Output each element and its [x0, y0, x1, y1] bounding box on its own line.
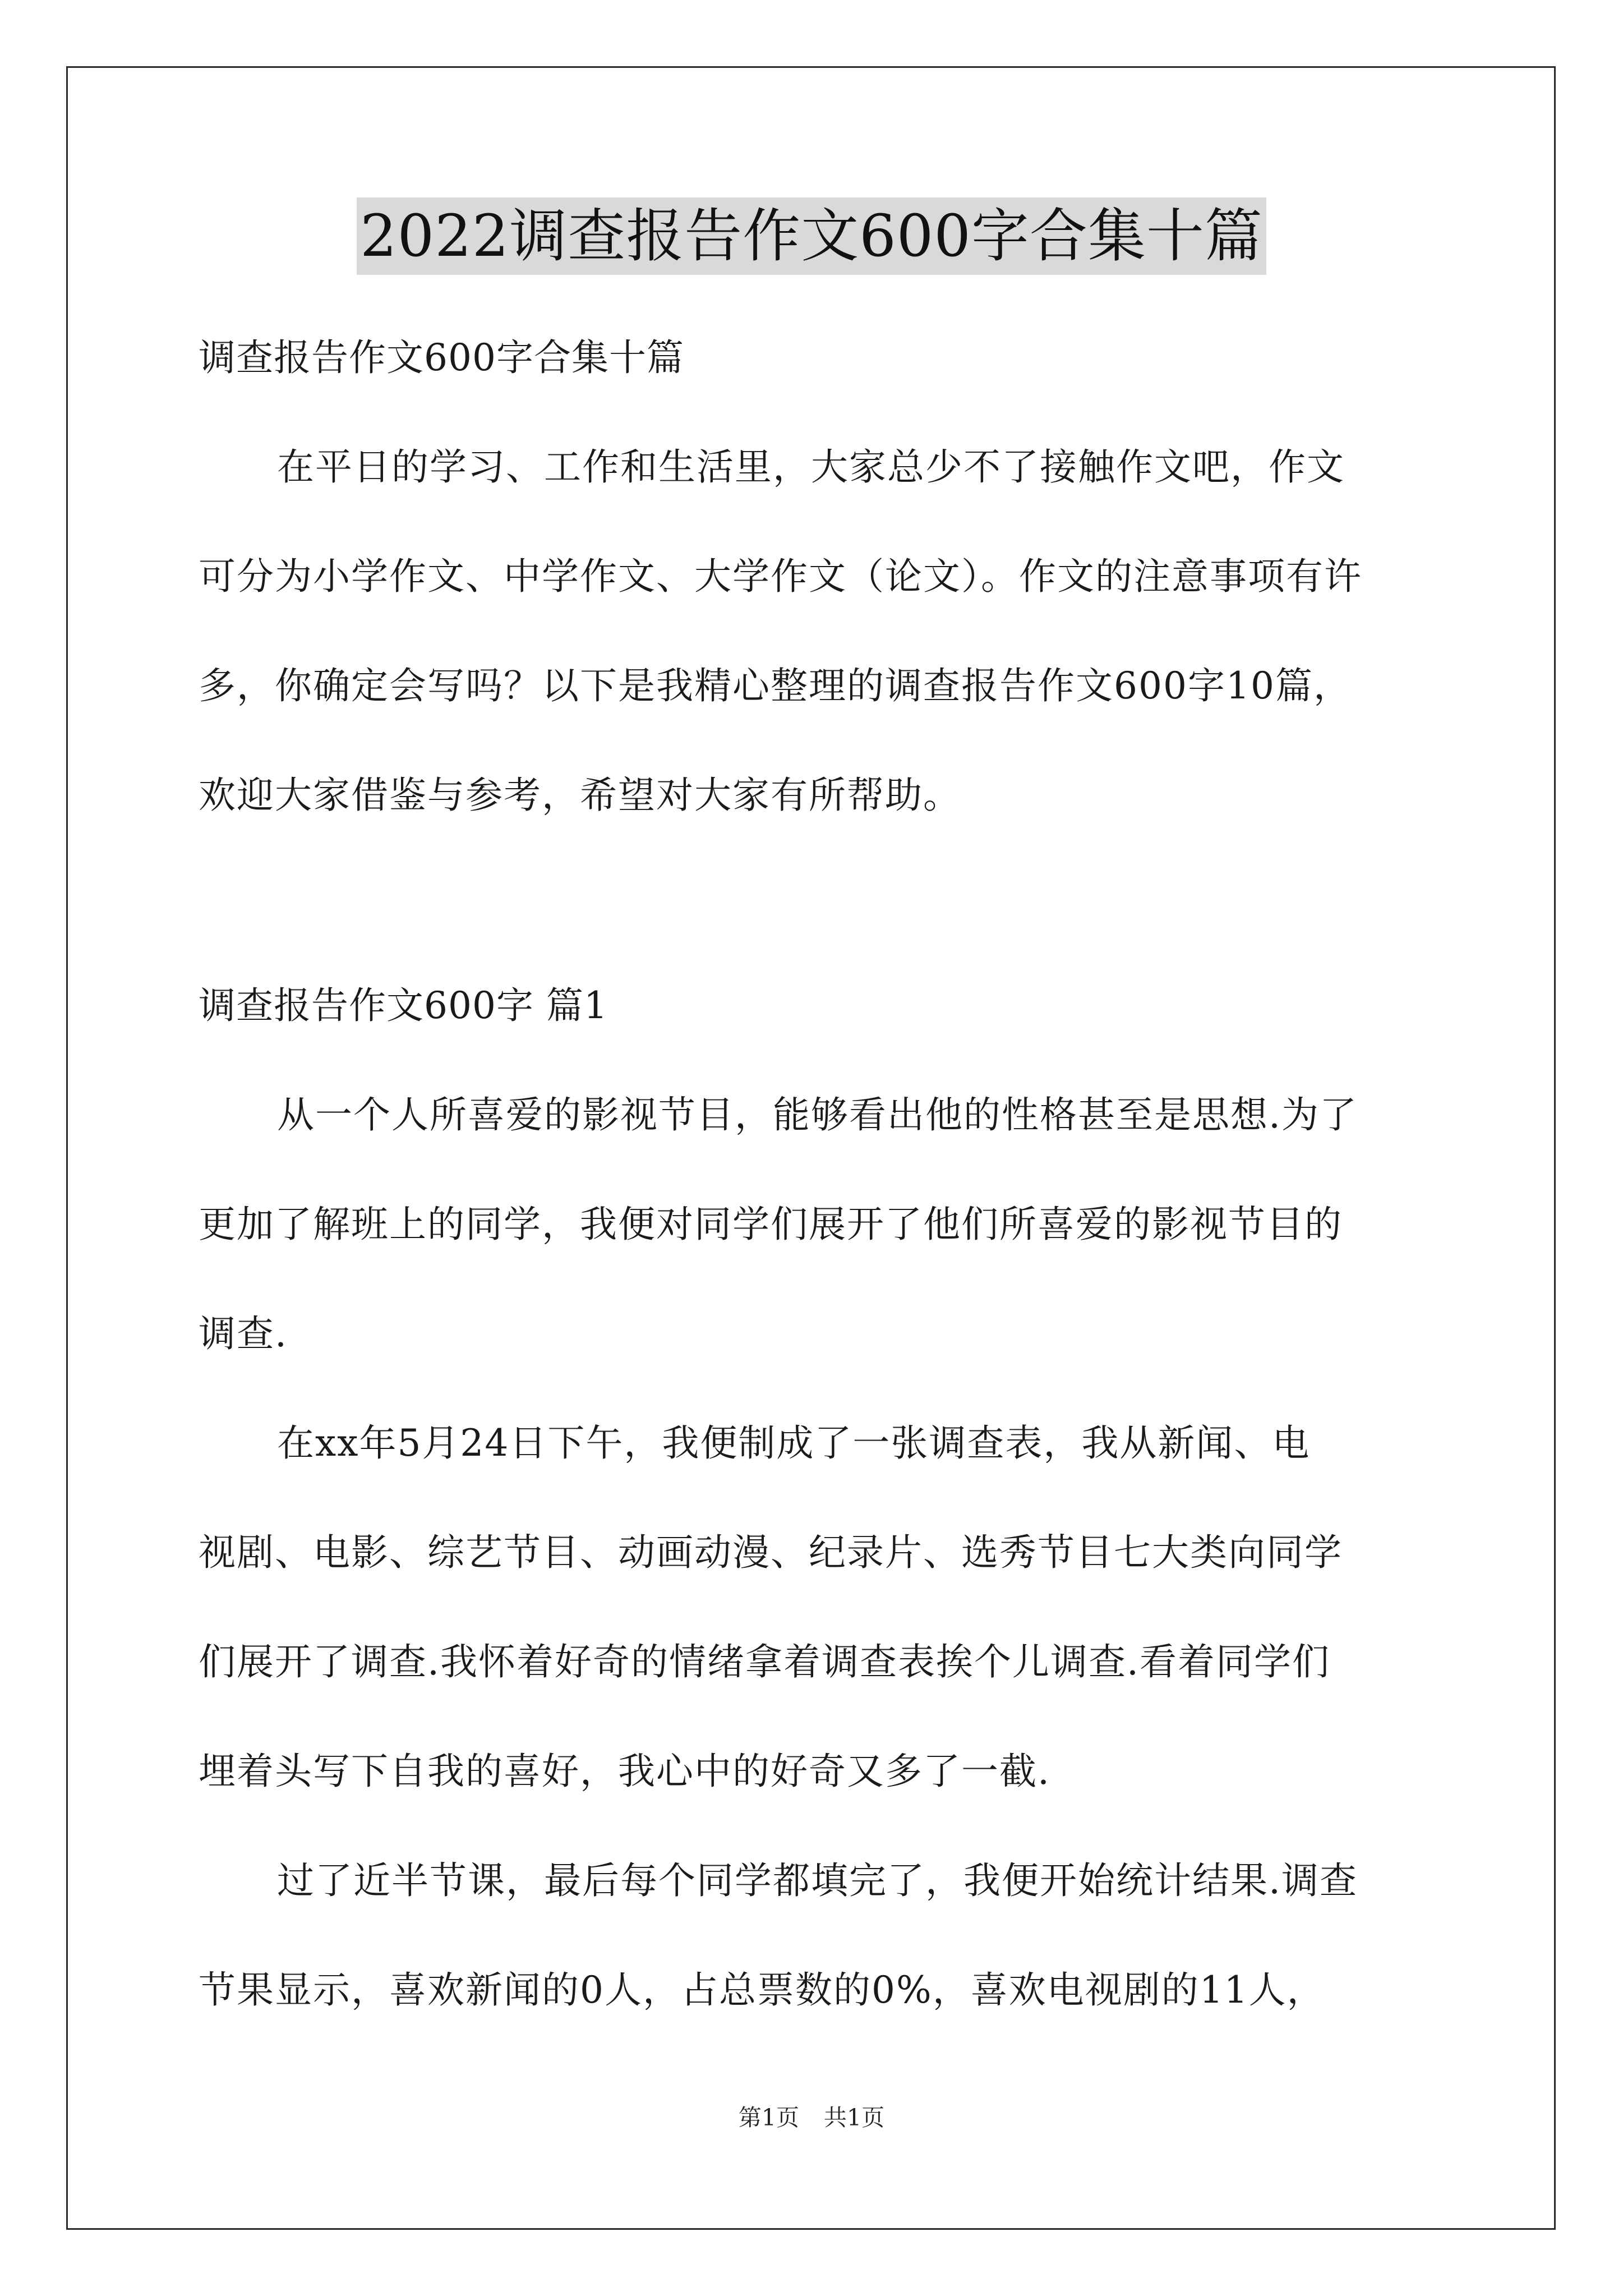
intro-paragraph: [199, 412, 1460, 850]
paragraph-line: 在平日的学习、工作和生活里，大家总少不了接触作文吧，作文: [277, 445, 1345, 489]
document-subtitle: 调查报告作文600字合集十篇: [199, 336, 684, 379]
paragraph-line: 从一个人所喜爱的影视节目，能够看出他的性格甚至是思想.为了: [277, 1093, 1358, 1137]
title-container: [0, 197, 1623, 275]
section-spacer: [199, 850, 1460, 951]
document-body: [199, 303, 1460, 2045]
paragraph-line: 在xx年5月24日下午，我便制成了一张调查表，我从新闻、电: [277, 1421, 1311, 1465]
paragraph-line: 视剧、电影、综艺节目、动画动漫、纪录片、选秀节目七大类向同学: [199, 1531, 1343, 1574]
page-total: 共1页: [824, 2104, 885, 2131]
paragraph-line: 多，你确定会写吗？以下是我精心整理的调查报告作文600字10篇，: [199, 664, 1352, 707]
paragraph-line: 节果显示，喜欢新闻的0人，占总票数的0%，喜欢电视剧的11人，: [199, 1968, 1325, 2012]
body-paragraph-2: [199, 1388, 1460, 1826]
paragraph-line: 调查.: [199, 1312, 288, 1355]
paragraph-line: 更加了解班上的同学，我便对同学们展开了他们所喜爱的影视节目的: [199, 1203, 1343, 1246]
paragraph-line: 可分为小学作文、中学作文、大学作文（论文）。作文的注意事项有许: [199, 555, 1362, 598]
document-title: 2022调查报告作文600字合集十篇: [357, 197, 1266, 275]
paragraph-line: 欢迎大家借鉴与参考，希望对大家有所帮助。: [199, 774, 961, 817]
body-paragraph-1: [199, 1060, 1460, 1388]
page-number: 第1页: [738, 2104, 799, 2131]
paragraph-line: 过了近半节课，最后每个同学都填完了，我便开始统计结果.调查: [277, 1859, 1358, 1902]
paragraph-line: 埋着头写下自我的喜好，我心中的好奇又多了一截.: [199, 1750, 1050, 1793]
page-footer: [0, 2101, 1623, 2134]
paragraph-line: 们展开了调查.我怀着好奇的情绪拿着调查表挨个儿调查.看着同学们: [199, 1640, 1330, 1683]
body-paragraph-3: [199, 1826, 1460, 2045]
section-heading: 调查报告作文600字 篇1: [199, 984, 608, 1027]
